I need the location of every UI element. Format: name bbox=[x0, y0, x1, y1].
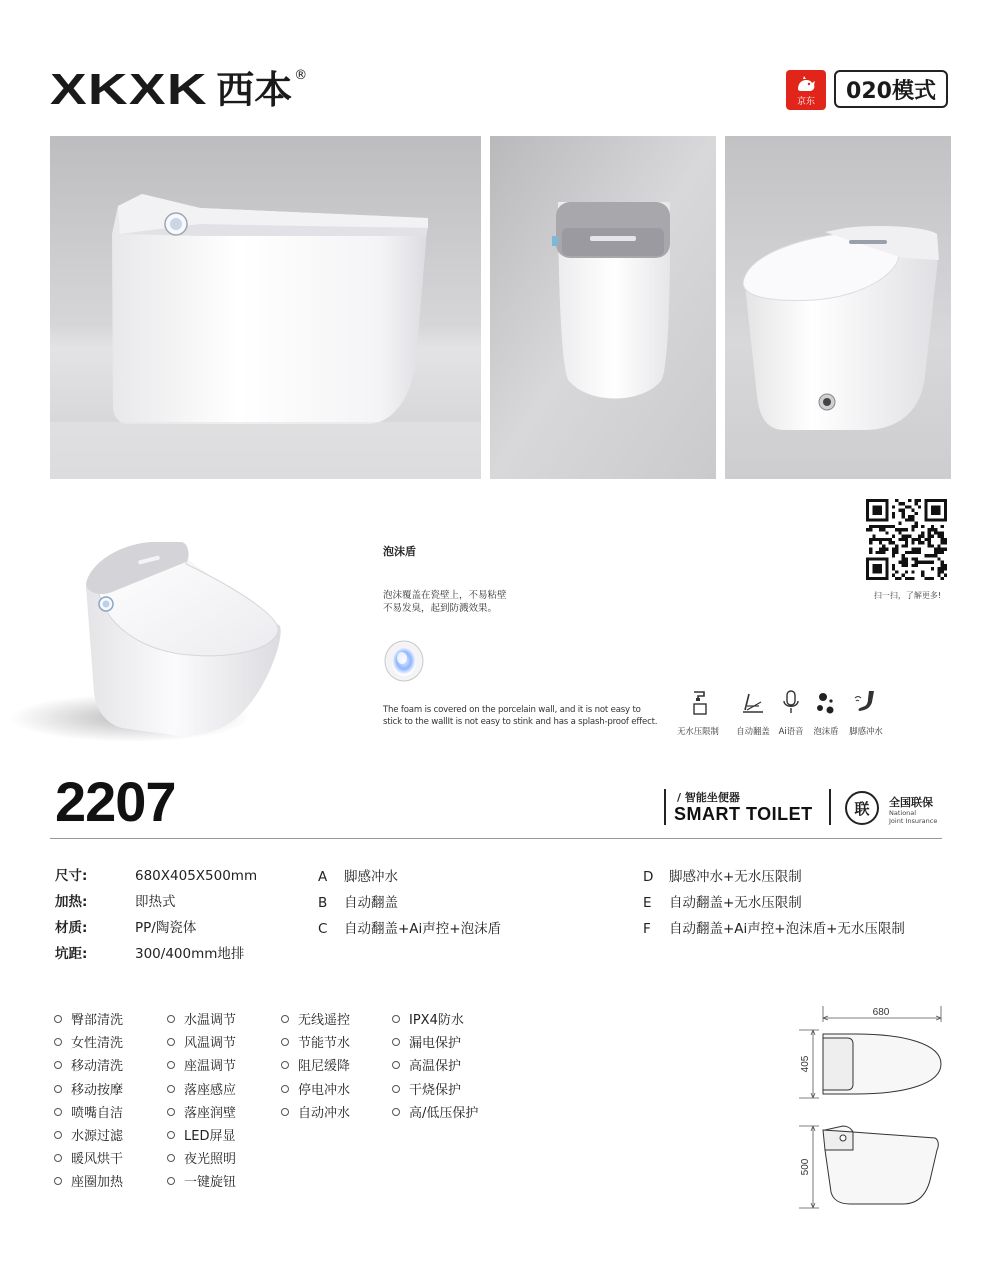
option-text: 自动翻盖+无水压限制 bbox=[669, 895, 802, 911]
feature-item bbox=[54, 1012, 123, 1030]
qr-caption: 扫一扫，了解更多! bbox=[873, 591, 942, 600]
feature-item bbox=[54, 1151, 123, 1169]
spec-value: PP/陶瓷体 bbox=[135, 920, 197, 936]
brand-latin: XKXK bbox=[50, 65, 208, 114]
divider bbox=[664, 789, 666, 825]
feature-item bbox=[54, 1058, 123, 1076]
config-option-b bbox=[318, 893, 398, 913]
function-item-foot-flush bbox=[844, 688, 888, 737]
brand-logo bbox=[50, 66, 307, 112]
option-text: 自动翻盖+Ai声控+泡沫盾+无水压限制 bbox=[669, 921, 905, 937]
warranty-label: 全国联保 bbox=[889, 796, 933, 809]
feature-label: 高温保护 bbox=[409, 1059, 462, 1075]
config-option-c bbox=[318, 919, 501, 939]
feature-label: 一键旋钮 bbox=[184, 1175, 237, 1191]
bullet-circle-icon bbox=[392, 1085, 400, 1093]
spec-key: 加热: bbox=[55, 894, 88, 910]
bullet-circle-icon bbox=[54, 1061, 62, 1069]
feature-item bbox=[281, 1082, 350, 1100]
function-label: Ai语音 bbox=[778, 726, 804, 736]
feature-item bbox=[392, 1058, 461, 1076]
dimension-width-label: 680 bbox=[872, 1007, 890, 1018]
bullet-circle-icon bbox=[281, 1108, 289, 1116]
feature-item bbox=[281, 1012, 350, 1030]
bubbles-icon bbox=[812, 688, 840, 716]
feature-item bbox=[281, 1058, 350, 1076]
bullet-circle-icon bbox=[54, 1154, 62, 1162]
spec-key: 尺寸: bbox=[55, 868, 88, 884]
bullet-circle-icon bbox=[54, 1177, 62, 1185]
feature-item bbox=[54, 1174, 123, 1192]
spec-value: 300/400mm地排 bbox=[135, 946, 245, 962]
warranty-en-line2: Joint Insurance bbox=[889, 817, 938, 825]
feature-item bbox=[392, 1082, 461, 1100]
function-item-foam-shield bbox=[804, 688, 848, 737]
dimension-depth-label: 405 bbox=[800, 1055, 811, 1073]
bullet-circle-icon bbox=[54, 1085, 62, 1093]
feature-label: 座温调节 bbox=[184, 1059, 237, 1075]
bullet-circle-icon bbox=[167, 1108, 175, 1116]
bullet-circle-icon bbox=[167, 1038, 175, 1046]
bullet-circle-icon bbox=[167, 1085, 175, 1093]
dimension-drawing bbox=[795, 1000, 945, 1215]
product-hero-image bbox=[10, 530, 300, 745]
feature-label: 暖风烘干 bbox=[71, 1152, 124, 1168]
bullet-circle-icon bbox=[54, 1038, 62, 1046]
bullet-circle-icon bbox=[281, 1015, 289, 1023]
feature-label: 节能节水 bbox=[298, 1036, 351, 1052]
bullet-circle-icon bbox=[281, 1038, 289, 1046]
feature-label: 干烧保护 bbox=[409, 1082, 462, 1098]
feature-item bbox=[167, 1105, 236, 1123]
feature-item bbox=[281, 1105, 350, 1123]
section-divider bbox=[50, 838, 942, 839]
bullet-circle-icon bbox=[392, 1038, 400, 1046]
bullet-circle-icon bbox=[392, 1108, 400, 1116]
warranty-en-line1: National bbox=[889, 809, 917, 817]
bullet-circle-icon bbox=[392, 1015, 400, 1023]
bullet-circle-icon bbox=[167, 1154, 175, 1162]
feature-item bbox=[167, 1035, 236, 1053]
bullet-circle-icon bbox=[167, 1177, 175, 1185]
brand-chinese: 西本 bbox=[216, 68, 293, 112]
bullet-circle-icon bbox=[167, 1061, 175, 1069]
feature-item bbox=[54, 1128, 123, 1146]
feature-label: 停电冲水 bbox=[298, 1082, 351, 1098]
feature-item bbox=[54, 1082, 123, 1100]
spec-value: 即热式 bbox=[135, 894, 176, 910]
product-photo-top bbox=[490, 136, 716, 479]
feature-item bbox=[167, 1058, 236, 1076]
option-text: 自动翻盖+Ai声控+泡沫盾 bbox=[344, 921, 502, 937]
jd-dog-icon bbox=[794, 75, 818, 95]
microphone-icon bbox=[777, 688, 805, 716]
category-english: SMART TOILET bbox=[674, 804, 813, 824]
foot-sensor-icon bbox=[852, 688, 880, 716]
config-option-e bbox=[643, 893, 802, 913]
function-icon-row bbox=[676, 688, 891, 744]
feature-english-description bbox=[383, 704, 683, 728]
spec-value: 680X405X500mm bbox=[135, 868, 258, 884]
spec-key: 材质: bbox=[55, 920, 88, 936]
feature-item bbox=[54, 1035, 123, 1053]
config-option-f bbox=[643, 919, 905, 939]
feature-desc-line2: 不易发臭，起到防溅效果。 bbox=[383, 603, 498, 614]
category-chinese: / 智能坐便器 bbox=[677, 791, 740, 804]
feature-description bbox=[383, 589, 563, 615]
feature-item bbox=[392, 1012, 464, 1030]
warranty-mark: 联 bbox=[854, 799, 870, 818]
feature-label: 移动按摩 bbox=[71, 1082, 124, 1098]
feature-item bbox=[167, 1012, 236, 1030]
config-option-a bbox=[318, 867, 398, 887]
warranty-english bbox=[889, 809, 949, 825]
jd-badge bbox=[786, 70, 826, 110]
foam-shield-icon bbox=[383, 640, 425, 682]
option-letter: D bbox=[643, 869, 654, 885]
bullet-circle-icon bbox=[281, 1085, 289, 1093]
bullet-circle-icon bbox=[54, 1108, 62, 1116]
bullet-circle-icon bbox=[167, 1131, 175, 1139]
bullet-circle-icon bbox=[392, 1061, 400, 1069]
feature-label: 水温调节 bbox=[184, 1013, 237, 1028]
dimension-height-label: 500 bbox=[800, 1158, 811, 1176]
feature-title: 泡沫盾 bbox=[383, 545, 416, 558]
config-option-d bbox=[643, 867, 802, 887]
option-letter: F bbox=[643, 921, 651, 937]
option-text: 自动翻盖 bbox=[344, 895, 398, 911]
feature-label: 落座感应 bbox=[184, 1082, 237, 1098]
lid-flip-icon bbox=[739, 688, 767, 716]
mode-badge: 020模式 bbox=[834, 70, 948, 108]
warranty-seal bbox=[845, 791, 879, 825]
function-label: 自动翻盖 bbox=[736, 726, 770, 736]
faucet-icon bbox=[684, 688, 712, 716]
model-number: 2207 bbox=[55, 770, 176, 833]
feature-label: 夜光照明 bbox=[184, 1152, 237, 1168]
option-letter: C bbox=[318, 921, 328, 937]
product-photo-side bbox=[50, 136, 481, 479]
divider bbox=[829, 789, 831, 825]
qr-code[interactable] bbox=[866, 499, 947, 580]
option-letter: E bbox=[643, 895, 652, 911]
feature-label: 落座润壁 bbox=[184, 1105, 237, 1121]
feature-label: 水源过滤 bbox=[71, 1129, 124, 1144]
option-text: 脚感冲水 bbox=[344, 869, 398, 885]
feature-item bbox=[167, 1082, 236, 1100]
feature-en-line2: stick to the wallIt is not easy to stink and has a splash-proof effect. bbox=[383, 717, 658, 727]
feature-label: 女性清洗 bbox=[71, 1036, 124, 1052]
feature-label: 座圈加热 bbox=[71, 1175, 124, 1191]
feature-label: 移动清洗 bbox=[71, 1059, 124, 1075]
feature-label: 漏电保护 bbox=[409, 1036, 462, 1052]
feature-label: 高/低压保护 bbox=[409, 1105, 479, 1121]
function-label: 泡沫盾 bbox=[813, 726, 839, 736]
feature-en-line1: The foam is covered on the porcelain wall, and it is not easy to bbox=[383, 705, 641, 715]
function-label: 无水压限制 bbox=[677, 726, 719, 736]
product-photo-angle bbox=[725, 136, 951, 479]
function-label: 脚感冲水 bbox=[849, 726, 883, 736]
function-item-water-pressure bbox=[676, 688, 720, 737]
feature-item bbox=[281, 1035, 350, 1053]
feature-label: 风温调节 bbox=[184, 1036, 237, 1052]
bullet-circle-icon bbox=[54, 1131, 62, 1139]
feature-item bbox=[392, 1105, 478, 1123]
option-letter: A bbox=[318, 869, 328, 885]
feature-label: 自动冲水 bbox=[298, 1105, 351, 1121]
bullet-circle-icon bbox=[54, 1015, 62, 1023]
feature-item bbox=[167, 1151, 236, 1169]
feature-desc-line1: 泡沫覆盖在瓷壁上，不易粘壁 bbox=[383, 590, 507, 601]
option-letter: B bbox=[318, 895, 328, 911]
spec-key: 坑距: bbox=[55, 946, 88, 962]
feature-label: 无线遥控 bbox=[298, 1013, 351, 1028]
feature-item bbox=[167, 1174, 236, 1192]
bullet-circle-icon bbox=[281, 1061, 289, 1069]
feature-label: IPX4防水 bbox=[409, 1013, 464, 1028]
feature-label: 喷嘴自洁 bbox=[71, 1105, 124, 1121]
feature-label: LED屏显 bbox=[184, 1129, 236, 1144]
feature-label: 臀部清洗 bbox=[71, 1013, 124, 1028]
option-text: 脚感冲水+无水压限制 bbox=[669, 869, 802, 885]
jd-label: 京东 bbox=[796, 97, 815, 107]
feature-label: 阻尼缓降 bbox=[298, 1059, 351, 1075]
bullet-circle-icon bbox=[167, 1015, 175, 1023]
feature-item bbox=[167, 1128, 235, 1146]
registered-mark: ® bbox=[294, 68, 308, 83]
feature-item bbox=[54, 1105, 123, 1123]
feature-item bbox=[392, 1035, 461, 1053]
